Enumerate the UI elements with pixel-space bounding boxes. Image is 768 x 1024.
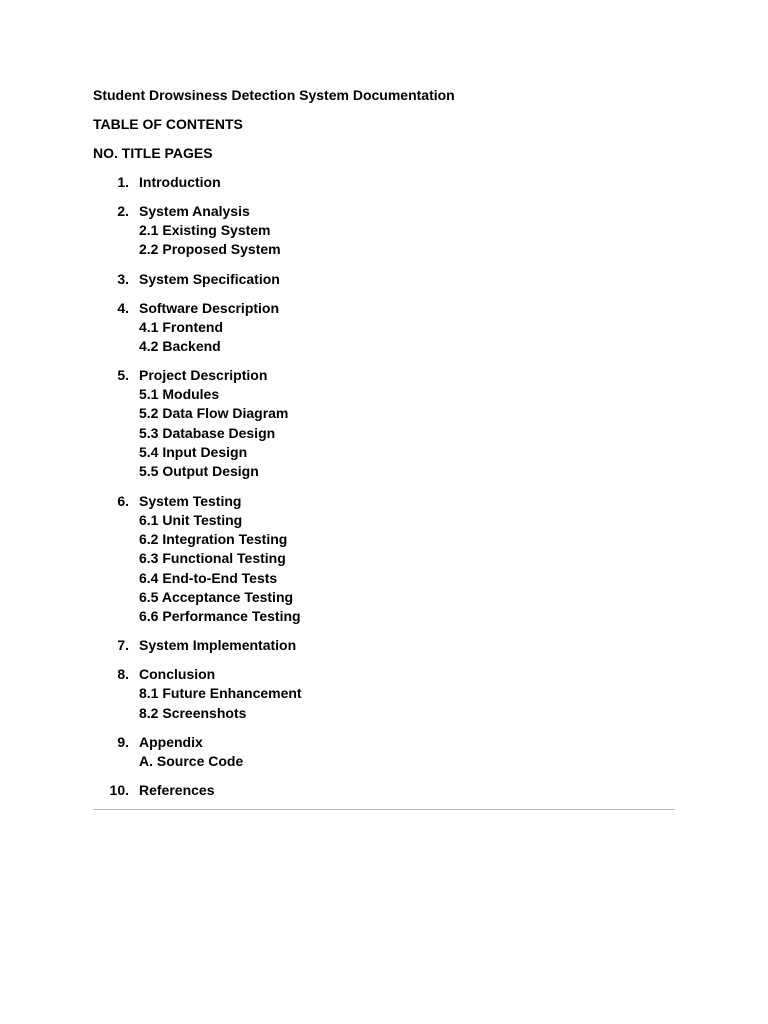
toc-entry [93, 173, 675, 192]
toc-entry-row [93, 173, 675, 192]
toc-entry-title: System Specification [139, 270, 280, 287]
toc-subsection: 6.5 Acceptance Testing [139, 588, 294, 605]
toc-subsection: 6.2 Integration Testing [139, 530, 288, 547]
toc-subsection: 5.5 Output Design [139, 463, 259, 480]
toc-entry-title: System Testing [139, 492, 242, 509]
toc-entry-row [93, 636, 675, 655]
toc-subsection: 6.1 Unit Testing [139, 511, 243, 528]
toc-subsection: 5.3 Database Design [139, 424, 276, 441]
toc-entry-number: 9. [117, 734, 129, 751]
toc-list [93, 173, 675, 800]
toc-subsection: 4.1 Frontend [139, 318, 224, 335]
toc-entry [93, 636, 675, 655]
toc-entry-title: Software Description [139, 299, 280, 316]
toc-entry-row [93, 270, 675, 289]
toc-entry-title: System Analysis [139, 203, 250, 219]
toc-subsection: 5.4 Input Design [139, 444, 248, 461]
toc-entry-title: Introduction [139, 174, 221, 190]
toc-subsection: 6.3 Functional Testing [139, 550, 286, 567]
document-page [93, 86, 675, 810]
toc-entry [93, 733, 675, 771]
toc-entry [93, 492, 675, 627]
toc-entry-title: Appendix [139, 734, 203, 751]
toc-entry-title: Conclusion [139, 666, 216, 683]
toc-entry-title: References [139, 782, 215, 799]
toc-heading: TABLE OF CONTENTS [93, 116, 243, 132]
toc-entry [93, 202, 675, 260]
toc-entry-row [93, 202, 675, 221]
toc-entry-number: 1. [117, 174, 129, 190]
toc-entry-row [93, 781, 675, 800]
toc-entry-row [93, 733, 675, 752]
toc-subsection: 5.2 Data Flow Diagram [139, 405, 289, 422]
toc-entry-number: 10. [109, 782, 129, 799]
toc-entry-number: 6. [117, 492, 129, 509]
toc-subsection: 8.2 Screenshots [139, 704, 247, 721]
toc-entry-number: 7. [117, 637, 129, 654]
toc-entry-number: 8. [117, 666, 129, 683]
toc-subsection: 6.6 Performance Testing [139, 608, 301, 625]
toc-entry-number: 5. [117, 367, 129, 384]
toc-entry-row [93, 492, 675, 511]
toc-entry-title: System Implementation [139, 637, 297, 654]
toc-entry [93, 665, 675, 723]
toc-subsection: 6.4 End-to-End Tests [139, 569, 278, 586]
toc-subsection: 2.2 Proposed System [139, 241, 281, 258]
toc-entry [93, 299, 675, 357]
toc-entry [93, 781, 675, 800]
toc-entry-number: 2. [117, 203, 129, 219]
toc-entry-number: 3. [117, 270, 129, 287]
toc-entry-row [93, 366, 675, 385]
toc-subsection: 5.1 Modules [139, 386, 220, 403]
document-title: Student Drowsiness Detection System Documentation [93, 87, 455, 103]
toc-subsection: A. Source Code [139, 753, 244, 770]
toc-entry [93, 366, 675, 481]
horizontal-divider [93, 809, 675, 810]
toc-subsection: 2.1 Existing System [139, 222, 271, 238]
toc-subsection: 8.1 Future Enhancement [139, 685, 302, 702]
toc-entry [93, 270, 675, 289]
toc-entry-number: 4. [117, 299, 129, 316]
toc-entry-row [93, 665, 675, 684]
toc-entry-title: Project Description [139, 367, 268, 384]
toc-subsection: 4.2 Backend [139, 337, 221, 354]
toc-column-header: NO. TITLE PAGES [93, 145, 213, 161]
toc-entry-row [93, 299, 675, 318]
